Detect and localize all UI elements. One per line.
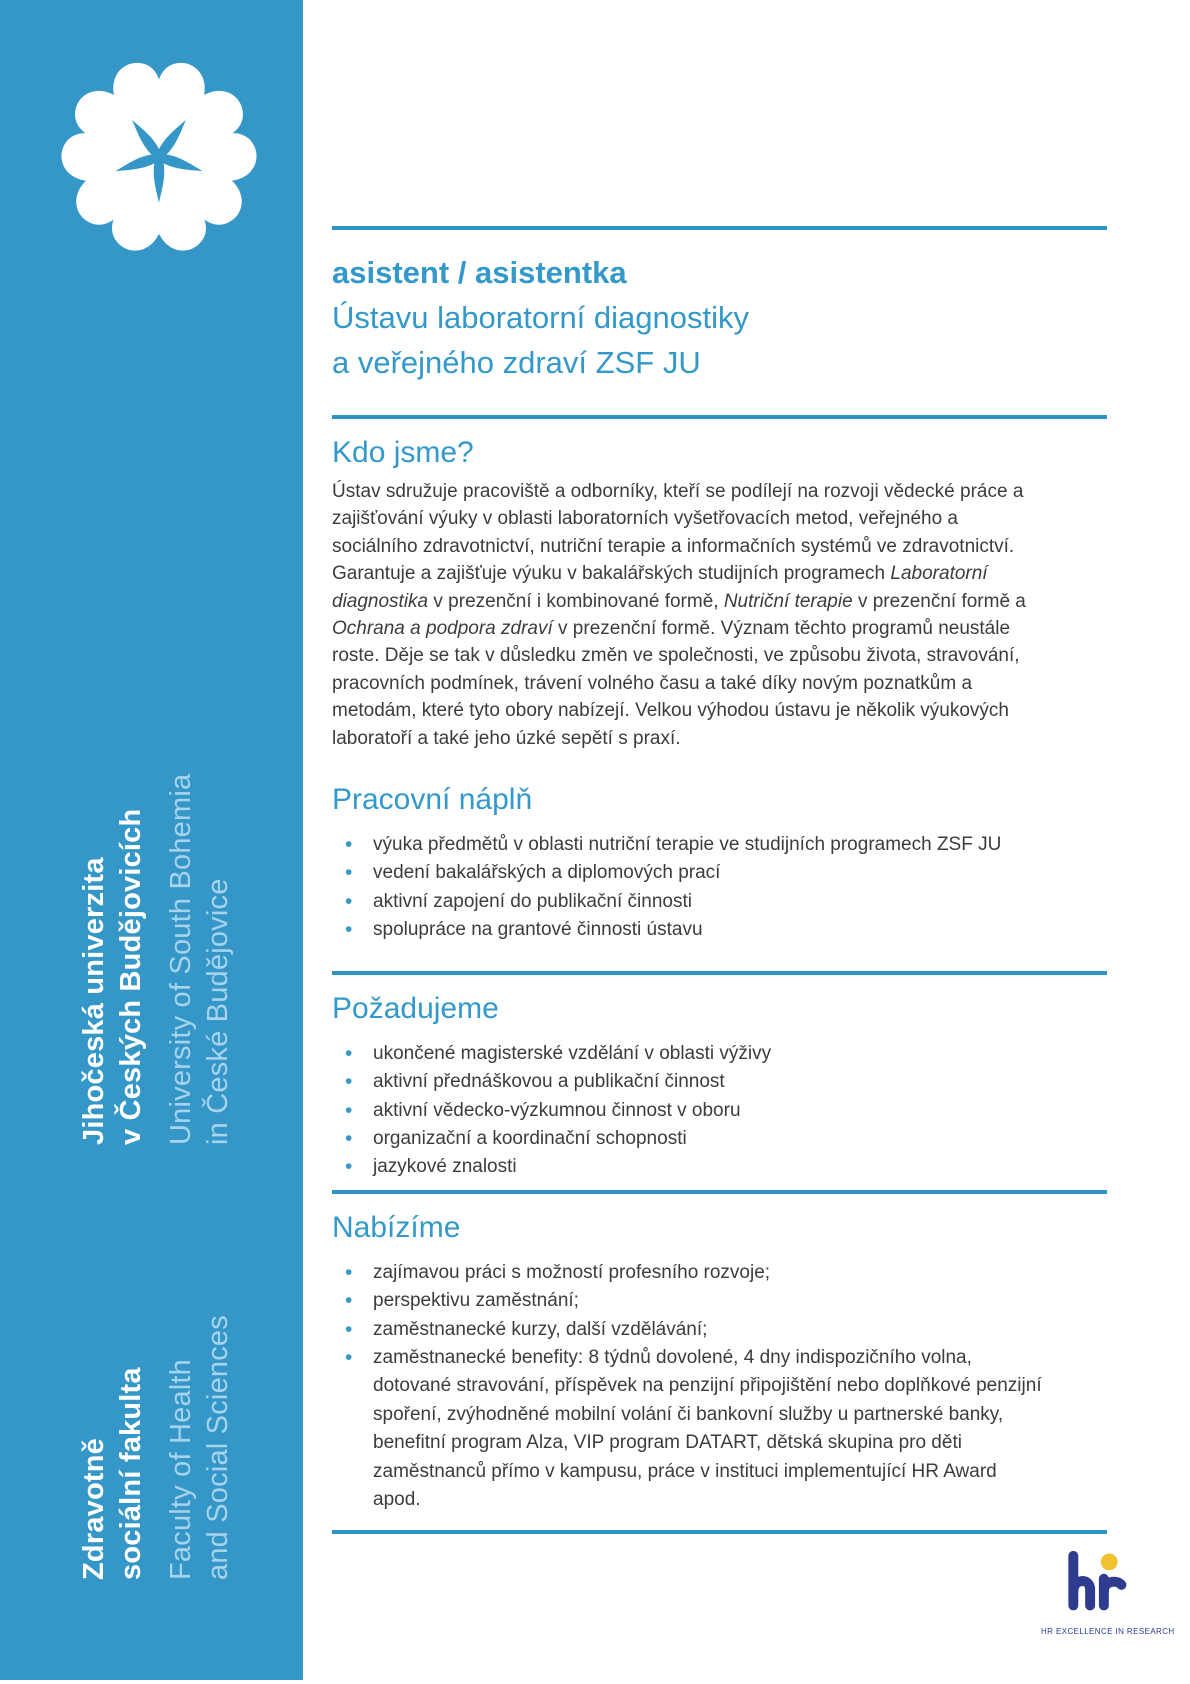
section-offer bbox=[332, 1208, 1107, 1515]
list-item: • zaměstnanecké kurzy, další vzdělávání; bbox=[332, 1316, 1044, 1344]
faculty-name-czech-line1: Zdravotně bbox=[78, 1438, 110, 1580]
section-duties bbox=[332, 780, 1107, 945]
faculty-name-english-line2: and Social Sciences bbox=[202, 1315, 234, 1580]
list-item: • spolupráce na grantové činnosti ústavu bbox=[332, 916, 1044, 944]
list-item: • jazykové znalosti bbox=[332, 1153, 1044, 1181]
list-item: • aktivní zapojení do publikační činnosti bbox=[332, 888, 1044, 916]
list-item: • aktivní přednáškovou a publikační činnost bbox=[332, 1068, 1044, 1096]
divider bbox=[332, 1190, 1107, 1194]
main-content bbox=[332, 0, 1175, 1637]
requirements-list bbox=[332, 1040, 1044, 1182]
list-item: • výuka předmětů v oblasti nutriční terapie ve studijních programech ZSF JU bbox=[332, 831, 1044, 859]
divider bbox=[332, 971, 1107, 975]
university-name-vertical bbox=[76, 753, 237, 1145]
university-name-english-line1: University of South Bohemia bbox=[165, 773, 197, 1145]
offer-list bbox=[332, 1259, 1044, 1515]
faculty-name-vertical bbox=[76, 1268, 237, 1580]
list-item: • ukončené magisterské vzdělání v oblasti výživy bbox=[332, 1040, 1044, 1068]
section-heading-requirements: Požadujeme bbox=[332, 991, 499, 1025]
faculty-name-czech-line2: sociální fakulta bbox=[115, 1367, 147, 1580]
divider bbox=[332, 1530, 1107, 1534]
list-item: • perspektivu zaměstnání; bbox=[332, 1287, 1044, 1315]
list-item: • vedení bakalářských a diplomových prací bbox=[332, 859, 1044, 887]
list-item: • zajímavou práci s možností profesního rozvoje; bbox=[332, 1259, 1044, 1287]
sidebar bbox=[0, 0, 303, 1680]
department-line1: Ústavu laboratorní diagnostiky bbox=[332, 300, 750, 335]
position-title: asistent / asistentka bbox=[332, 255, 627, 290]
section-requirements bbox=[332, 989, 1107, 1182]
hr-excellence-caption: HR EXCELLENCE IN RESEARCH bbox=[1041, 1627, 1175, 1637]
faculty-name-english-line1: Faculty of Health bbox=[165, 1359, 197, 1580]
five-heart-flower-logo bbox=[55, 53, 263, 261]
section-heading-who-we-are: Kdo jsme? bbox=[332, 436, 474, 469]
section-who-we-are bbox=[332, 433, 1107, 752]
section-heading-duties: Pracovní náplň bbox=[332, 783, 533, 817]
section-heading-offer: Nabízíme bbox=[332, 1210, 461, 1244]
job-title-block bbox=[332, 250, 1107, 385]
duties-list bbox=[332, 831, 1044, 945]
divider bbox=[332, 415, 1107, 419]
who-we-are-paragraph: Ústav sdružuje pracoviště a odborníky, kteří se podílejí na rozvoji vědecké práce a zajišťování výuky v oblasti laboratorních vyšetřovacích metod, veřejného a sociálního zdravotnictví, nutriční terapie a informačních systémů ve zdravotnictví. Garantuje a zajišťuje výuku v bakalářských studijních programech Laboratorní diagnostika v prezenční i kombinované formě, Nutriční terapie v prezenční formě a Ochrana a podpora zdraví v prezenční formě. Význam těchto programů neustále roste. Děje se tak v důsledku změn ve společnosti, ve způsobu života, stravování, pracovních podmínek, trávení volného času a také díky novým poznatkům a metodám, které tyto obory nabízejí. Velkou výhodou ústavu je několik výukových laboratoří a také jeho úzké sepětí s praxí. bbox=[332, 481, 1026, 749]
list-item: • zaměstnanecké benefity: 8 týdnů dovolené, 4 dny indispozičního volna, dotované stravování, příspěvek na penzijní připojištění nebo doplňkové penzijní spoření, zvýhodněné mobilní volání či bankovní služby u partnerské banky, benefitní program Alza, VIP program DATART, dětská skupina pro děti zaměstnanců přímo v kampusu, práce v instituci implementující HR Award apod. bbox=[332, 1344, 1044, 1514]
divider bbox=[332, 226, 1107, 230]
list-item: • aktivní vědecko-výzkumnou činnost v oboru bbox=[332, 1097, 1044, 1125]
hr-excellence-award-badge bbox=[1041, 1548, 1175, 1637]
university-name-czech-line1: Jihočeská univerzita bbox=[78, 857, 110, 1145]
list-item: • organizační a koordinační schopnosti bbox=[332, 1125, 1044, 1153]
university-name-english-line2: in České Budějovice bbox=[202, 878, 234, 1145]
university-name-czech-line2: v Českých Budějovicích bbox=[115, 808, 147, 1145]
hr-excellence-logo-icon bbox=[1055, 1548, 1139, 1624]
department-line2: a veřejného zdraví ZSF JU bbox=[332, 345, 701, 380]
